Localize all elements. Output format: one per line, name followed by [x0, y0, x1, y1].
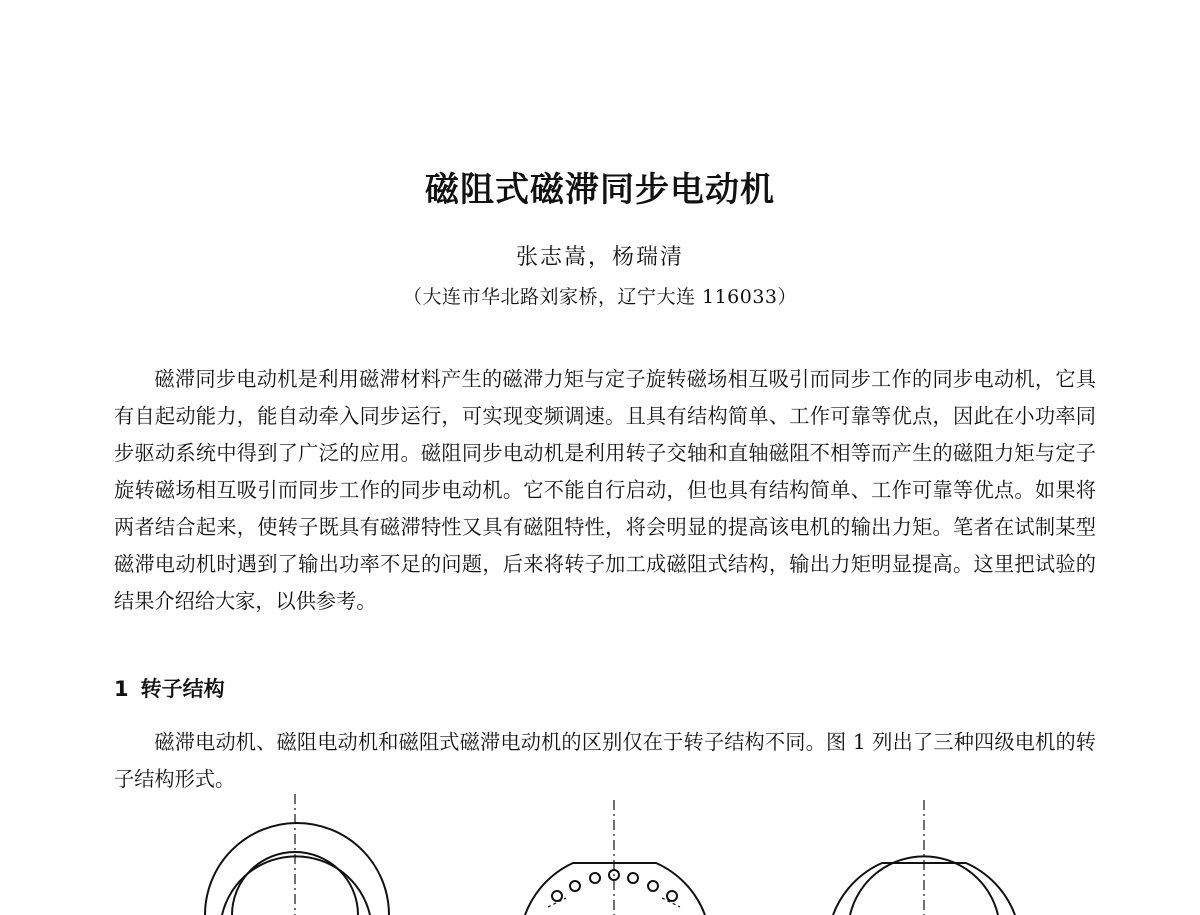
reluctance-hysteresis-rotor [833, 800, 1015, 915]
section-paragraph: 磁滞电动机、磁阻电动机和磁阻式磁滞电动机的区别仅在于转子结构不同。图 1 列出了三种四级电机的转子结构形式。 [114, 730, 1096, 791]
intro-paragraph: 磁滞同步电动机是利用磁滞材料产生的磁滞力矩与定子旋转磁场相互吸引而同步工作的同步电动机，它具有自起动能力，能自动牵入同步运行，可实现变频调速。且具有结构简单、工作可靠等优点，因此在小功率同步驱动系统中得到了广泛的应用。磁阻同步电动机是利用转子交轴和直轴磁阻不相等而产生的磁阻力矩与定子旋转磁场相互吸引而同步工作的同步电动机。它不能自行启动，但也具有结构简单、工作可靠等优点。如果将两者结合起来，使转子既具有磁滞特性又具有磁阻特性，将会明显的提高该电机的输出力矩。笔者在试制某型磁滞电动机时遇到了输出功率不足的问题，后来将转子加工成磁阻式结构，输出力矩明显提高。这里把试验的结果介绍给大家，以供参考。 [114, 367, 1096, 613]
section-title: 转子结构 [140, 677, 225, 701]
hysteresis-rotor [205, 794, 389, 915]
affiliation-line: （大连市华北路刘家桥，辽宁大连 116033） [402, 286, 798, 308]
section-number: 1 [114, 677, 129, 701]
rotor-structure-figure [0, 792, 1200, 915]
section-heading [114, 673, 225, 703]
paper-title: 磁阻式磁滞同步电动机 [425, 170, 775, 210]
author-line: 张志嵩，杨瑞清 [515, 245, 684, 270]
reluctance-rotor [525, 800, 705, 915]
